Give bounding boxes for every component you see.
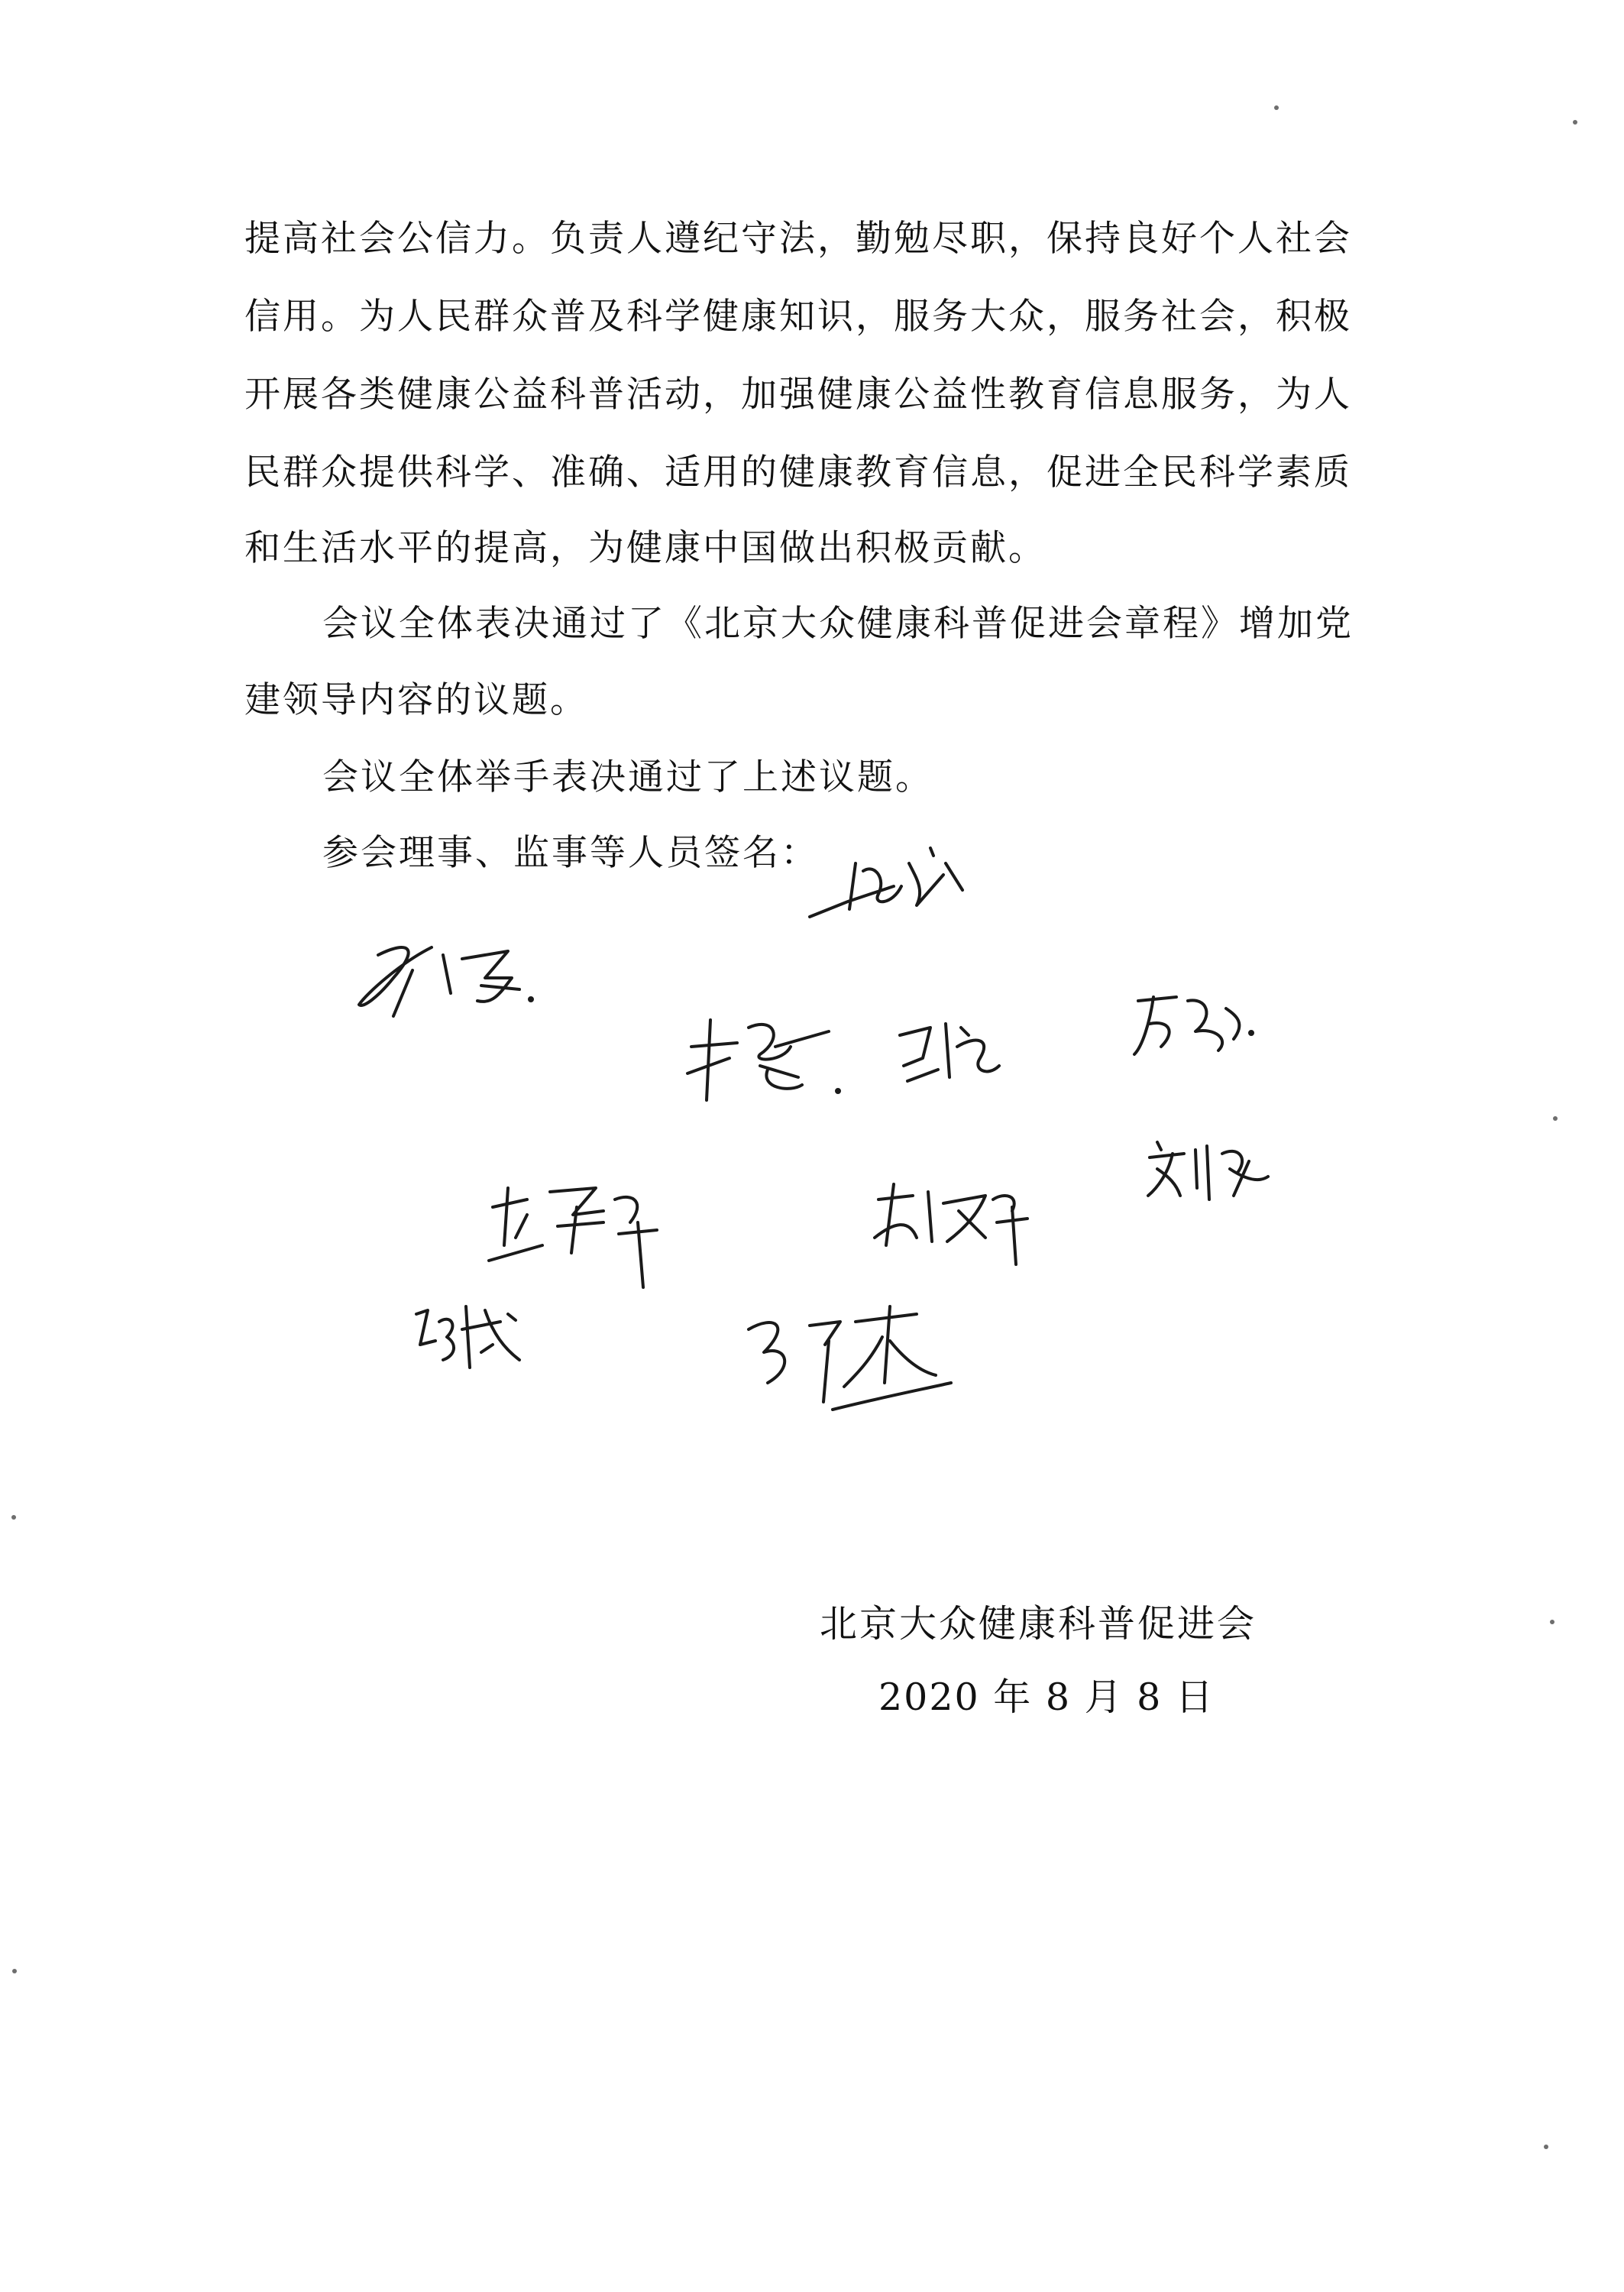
vote-line: 会议全体举手表决通过了上述议题。 [322, 756, 933, 798]
signature-3 [676, 1001, 852, 1108]
resolution-line-1: 会议全体表决通过了《北京大众健康科普促进会章程》增加党 [322, 603, 1354, 645]
signature-4 [892, 1005, 1007, 1096]
scan-speck [1544, 2145, 1548, 2149]
paragraph-line-3: 开展各类健康公益科普活动，加强健康公益性教育信息服务，为人 [244, 374, 1352, 416]
signature-label: 参会理事、监事等人员签名： [322, 832, 819, 874]
signature-5 [1131, 986, 1260, 1062]
paragraph-line-1: 提高社会公信力。负责人遵纪守法，勤勉尽职，保持良好个人社会 [244, 218, 1352, 260]
paragraph-line-4: 民群众提供科学、准确、适用的健康教育信息，促进全民科学素质 [244, 452, 1352, 494]
paragraph-line-2: 信用。为人民群众普及科学健康知识，服务大众，服务社会，积极 [244, 296, 1352, 338]
paragraph-line-5: 和生活水平的提高，为健康中国做出积极贡献。 [244, 527, 1047, 569]
scan-speck [1274, 105, 1279, 110]
scan-speck [11, 1515, 16, 1520]
signature-2 [348, 932, 546, 1024]
scan-speck [1573, 120, 1577, 125]
signature-7 [871, 1169, 1031, 1268]
document-date: 2020 年 8 月 8 日 [878, 1675, 1215, 1719]
signature-6 [481, 1169, 665, 1291]
organization-name: 北京大众健康科普促进会 [820, 1602, 1257, 1646]
signature-1 [802, 833, 970, 924]
resolution-line-2: 建领导内容的议题。 [244, 679, 588, 721]
scan-speck [12, 1969, 17, 1973]
scan-speck [1553, 1116, 1558, 1121]
signature-8 [1142, 1131, 1276, 1207]
signature-10 [733, 1299, 955, 1421]
scan-speck [1550, 1620, 1554, 1624]
signature-9 [409, 1291, 531, 1375]
